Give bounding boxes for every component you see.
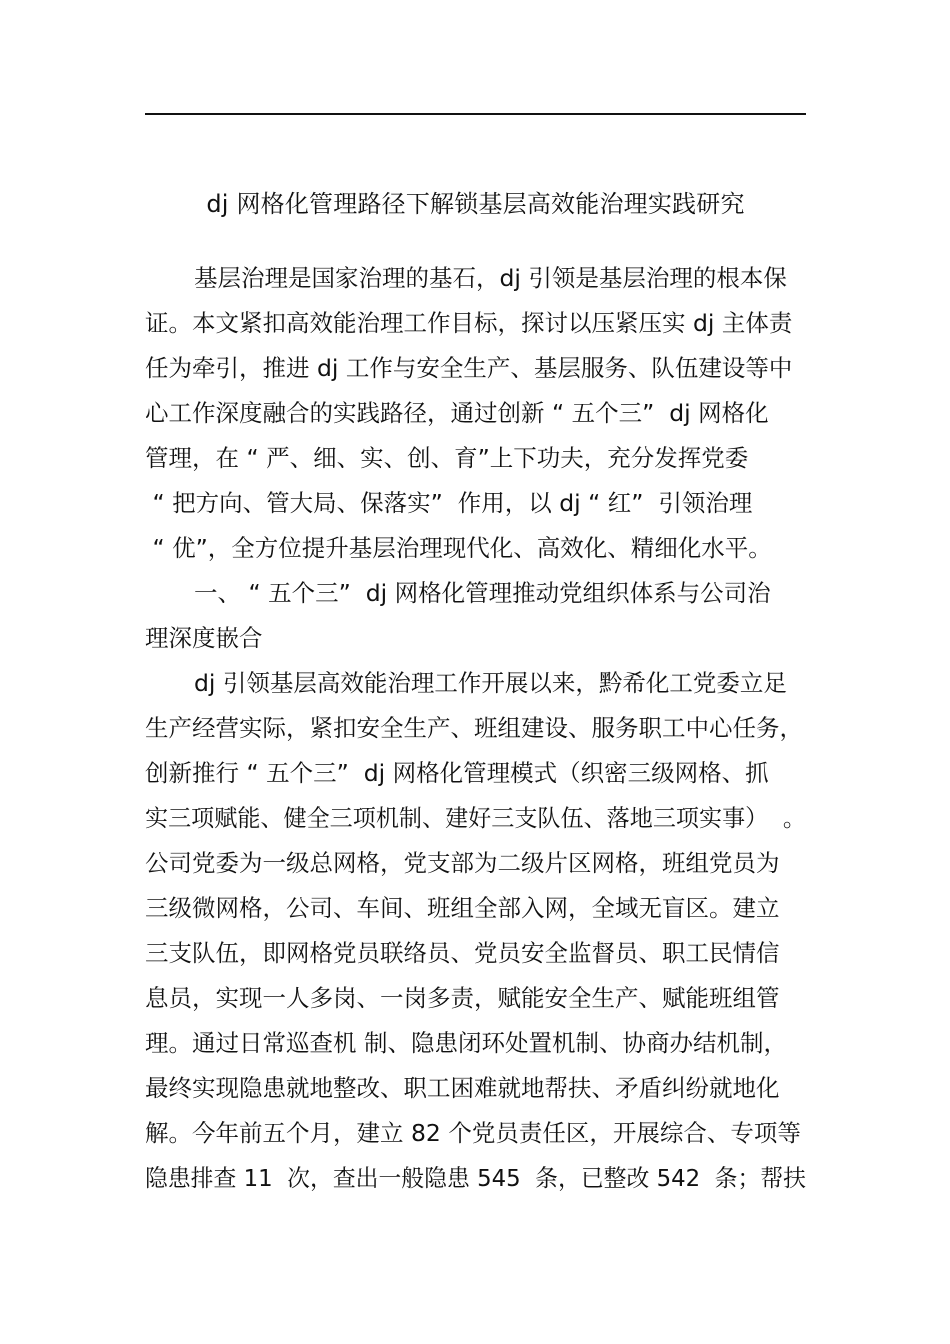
body-line: 基层治理是国家治理的基石，dj 引领是基层治理的根本保 bbox=[194, 264, 787, 292]
body-line: 创新推行 “ 五个三” dj 网格化管理模式（织密三级网格、抓 bbox=[145, 759, 769, 787]
document-body bbox=[145, 256, 806, 1201]
body-line: 三支队伍，即网格党员联络员、党员安全监督员、职工民情信 bbox=[145, 939, 780, 967]
body-line: 息员，实现一人多岗、一岗多责，赋能安全生产、赋能班组管 bbox=[145, 984, 780, 1012]
body-line: dj 引领基层高效能治理工作开展以来，黔希化工党委立足 bbox=[194, 669, 787, 697]
body-line: 心工作深度融合的实践路径，通过创新 “ 五个三” dj 网格化 bbox=[145, 399, 769, 427]
body-line: 理。通过日常巡查机 制、隐患闭环处置机制、协商办结机制， bbox=[145, 1029, 787, 1057]
body-line: 隐患排查 11 次，查出一般隐患 545 条，已整改 542 条；帮扶 bbox=[145, 1164, 806, 1192]
body-line: 证。本文紧扣高效能治理工作目标，探讨以压紧压实 dj 主体责 bbox=[145, 309, 793, 337]
body-line: 公司党委为一级总网格，党支部为二级片区网格，班组党员为 bbox=[145, 849, 780, 877]
document-title: dj 网格化管理路径下解锁基层高效能治理实践研究 bbox=[206, 190, 745, 218]
header-rule bbox=[145, 113, 806, 115]
body-line: 最终实现隐患就地整改、职工困难就地帮扶、矛盾纠纷就地化 bbox=[145, 1074, 780, 1102]
body-line: 解。今年前五个月，建立 82 个党员责任区，开展综合、专项等 bbox=[145, 1119, 801, 1147]
section-heading-line: 一、 “ 五个三” dj 网格化管理推动党组织体系与公司治 bbox=[194, 579, 771, 607]
section-heading-line: 理深度嵌合 bbox=[145, 624, 263, 652]
body-line: “ 优”，全方位提升基层治理现代化、高效化、精细化水平。 bbox=[145, 534, 772, 562]
body-line: 管理，在 “ 严、细、实、创、育”上下功夫，充分发挥党委 bbox=[145, 444, 749, 472]
body-line: 生产经营实际，紧扣安全生产、班组建设、服务职工中心任务， bbox=[145, 714, 803, 742]
body-line: 实三项赋能、健全三项机制、建好三支队伍、落地三项实事） 。 bbox=[145, 804, 806, 832]
body-line: 任为牵引，推进 dj 工作与安全生产、基层服务、队伍建设等中 bbox=[145, 354, 793, 382]
body-line: “ 把方向、管大局、保落实” 作用，以 dj “ 红” 引领治理 bbox=[145, 489, 753, 517]
body-line: 三级微网格，公司、车间、班组全部入网，全域无盲区。建立 bbox=[145, 894, 780, 922]
